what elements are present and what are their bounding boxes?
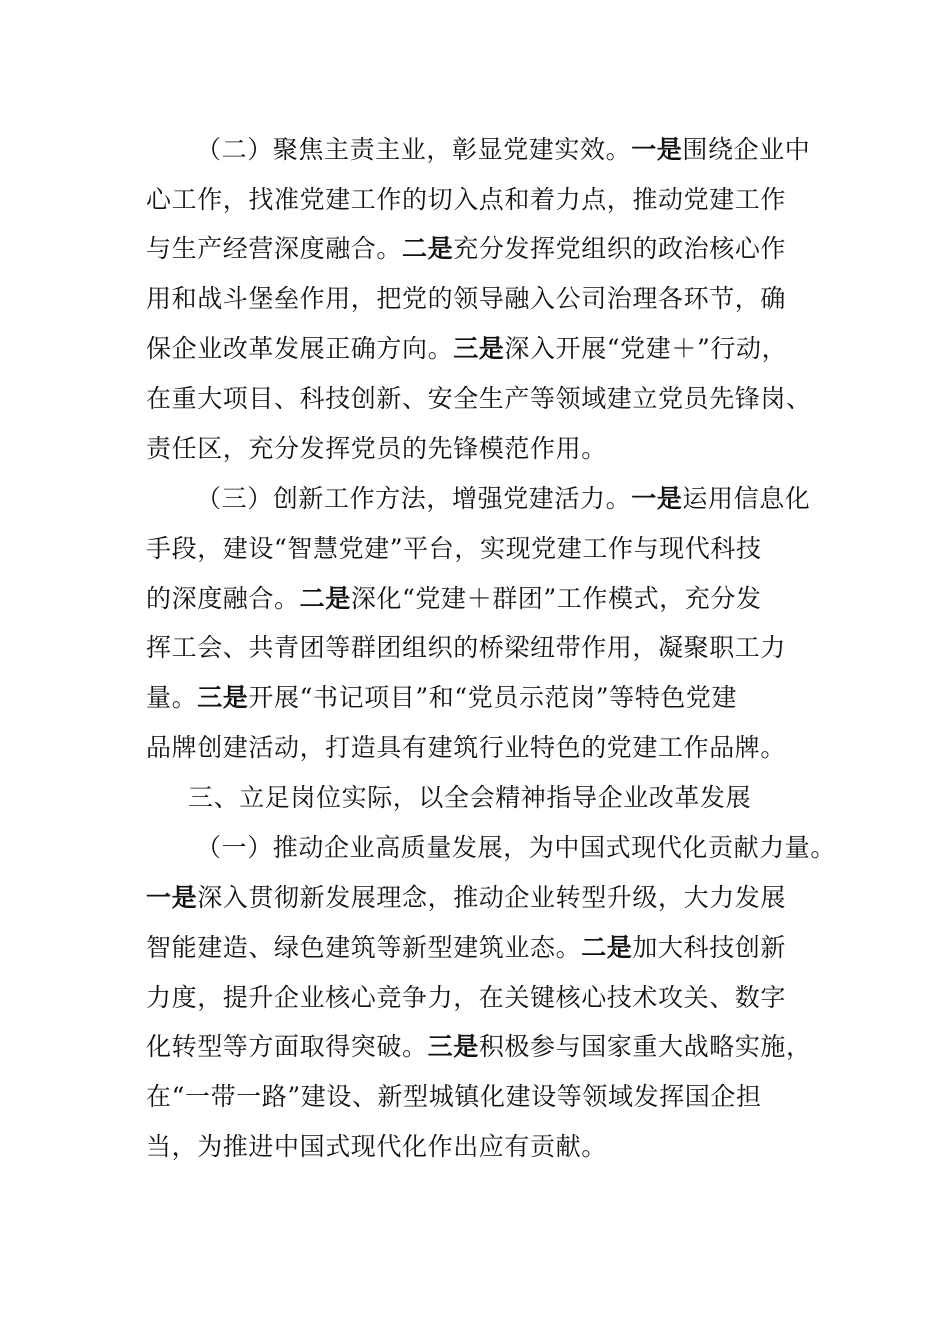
text-line: （三）创新工作方法，增强党建活力。一是运用信息化	[196, 484, 811, 513]
text-line: 在“一带一路”建设、新型城镇化建设等领域发挥国企担	[146, 1082, 762, 1111]
text-line: 一是深入贯彻新发展理念，推动企业转型升级，大力发展	[146, 883, 787, 912]
text-line: 用和战斗堡垒作用，把党的领导融入公司治理各环节，确	[146, 284, 787, 313]
section-heading: 三、立足岗位实际，以全会精神指导企业改革发展	[188, 783, 752, 812]
text-line: （二）聚焦主责主业，彰显党建实效。一是围绕企业中	[196, 135, 811, 164]
text-line: 智能建造、绿色建筑等新型建筑业态。二是加大科技创新	[146, 933, 787, 962]
text-line: 与生产经营深度融合。二是充分发挥党组织的政治核心作	[146, 234, 787, 263]
text-line: 量。三是开展“书记项目”和“党员示范岗”等特色党建	[146, 683, 738, 712]
text-line: 的深度融合。二是深化“党建＋群团”工作模式，充分发	[146, 584, 762, 613]
text-line: 责任区，充分发挥党员的先锋模范作用。	[146, 434, 607, 463]
text-line: 当，为推进中国式现代化作出应有贡献。	[146, 1132, 607, 1161]
text-line: 挥工会、共青团等群团组织的桥梁纽带作用，凝聚职工力	[146, 633, 787, 662]
text-line: 品牌创建活动，打造具有建筑行业特色的党建工作品牌。	[146, 733, 787, 762]
text-line: 保企业改革发展正确方向。三是深入开展“党建＋”行动，	[146, 334, 788, 363]
text-line: 手段，建设“智慧党建”平台，实现党建工作与现代科技	[146, 534, 762, 563]
text-line: 化转型等方面取得突破。三是积极参与国家重大战略实施，	[146, 1032, 812, 1061]
text-line: 力度，提升企业核心竞争力，在关键核心技术攻关、数字	[146, 983, 787, 1012]
subsection-heading: （一）推动企业高质量发展，为中国式现代化贡献力量。	[196, 833, 837, 862]
text-line: 在重大项目、科技创新、安全生产等领域建立党员先锋岗、	[146, 384, 812, 413]
text-line: 心工作，找准党建工作的切入点和着力点，推动党建工作	[146, 185, 787, 214]
